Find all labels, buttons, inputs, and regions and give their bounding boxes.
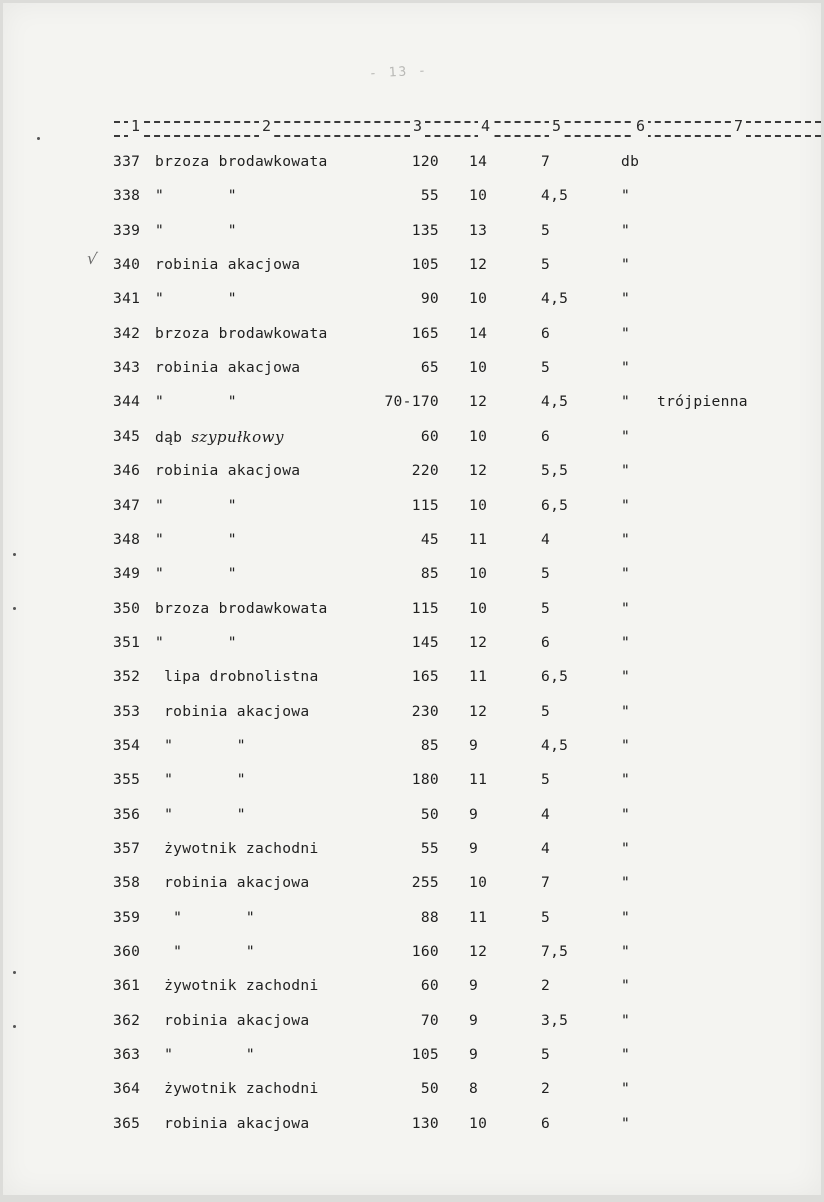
- value-col3: 120: [411, 153, 439, 170]
- row-number: 355: [113, 771, 141, 789]
- row-number: 345: [113, 427, 141, 445]
- value-col3: 85: [420, 736, 439, 754]
- table-row: [3, 385, 821, 419]
- table-row: [3, 420, 821, 454]
- value-col3: 88: [420, 908, 439, 926]
- value-col4: 11: [469, 771, 488, 789]
- value-col5: 5: [541, 599, 551, 617]
- table-row: [3, 1072, 821, 1106]
- value-col4: 12: [469, 393, 488, 411]
- value-col5: 5: [541, 908, 551, 926]
- table-row: [3, 592, 821, 626]
- value-col4: 11: [469, 530, 488, 548]
- value-col3: 165: [411, 324, 439, 342]
- value-col5: 4,5: [541, 736, 569, 754]
- row-number: 339: [113, 221, 141, 239]
- value-col3: 145: [411, 633, 439, 651]
- species-name: " ": [155, 943, 255, 961]
- value-col3: 45: [420, 530, 439, 548]
- value-col3: 160: [411, 943, 439, 961]
- species-name: robinia akacjowa: [155, 874, 310, 892]
- species-name: " ": [155, 530, 237, 548]
- column-header-2: 2: [259, 115, 274, 137]
- value-col5: 5: [541, 565, 551, 583]
- value-col3: 105: [411, 256, 439, 274]
- table-row: [3, 179, 821, 213]
- value-col4: 9: [469, 840, 479, 857]
- value-col5: 6: [541, 1114, 551, 1132]
- value-col4: 10: [469, 874, 488, 892]
- header-rule-bottom: [114, 135, 821, 137]
- species-name: robinia akacjowa: [155, 256, 301, 274]
- value-col6: ": [621, 1046, 631, 1064]
- species-name: " ": [155, 805, 246, 823]
- remarks-col7: trójpienna: [657, 393, 748, 411]
- value-col3: 105: [411, 1046, 439, 1064]
- value-col6: ": [621, 874, 631, 892]
- row-number: 363: [113, 1046, 141, 1064]
- value-col5: 6,5: [541, 496, 569, 514]
- value-col6: ": [621, 599, 631, 617]
- value-col3: 180: [411, 771, 439, 789]
- row-number: 354: [113, 736, 141, 754]
- header-rule-top: [114, 121, 821, 123]
- value-col6: ": [621, 462, 631, 480]
- row-number: 343: [113, 359, 141, 377]
- table-row: [3, 282, 821, 316]
- row-number: 340: [113, 256, 141, 274]
- value-col5: 6: [541, 427, 551, 445]
- value-col5: 5: [541, 359, 551, 377]
- species-name: " ": [155, 908, 255, 926]
- value-col4: 12: [469, 943, 488, 961]
- table-row: [3, 798, 821, 832]
- value-col6: ": [621, 633, 631, 651]
- value-col6: ": [621, 359, 631, 377]
- species-name: " ": [155, 496, 237, 514]
- value-col4: 10: [469, 1114, 488, 1132]
- value-col4: 11: [469, 908, 488, 926]
- row-number: 347: [113, 496, 141, 514]
- species-name: " ": [155, 221, 237, 239]
- value-col5: 4,5: [541, 187, 569, 205]
- row-number: 349: [113, 565, 141, 583]
- table-row: [3, 1038, 821, 1072]
- table-row: [3, 832, 821, 866]
- table-row: [3, 454, 821, 488]
- value-col5: 4: [541, 805, 551, 823]
- page-number-mark: - 13 -: [368, 63, 429, 82]
- species-name: lipa drobnolistna: [155, 668, 319, 686]
- value-col5: 2: [541, 1080, 551, 1098]
- row-number: 350: [113, 599, 141, 617]
- value-col4: 13: [469, 221, 488, 239]
- value-col5: 5,5: [541, 462, 569, 480]
- row-number: 361: [113, 977, 141, 995]
- species-name: brzoza brodawkowata: [155, 324, 328, 342]
- value-col6: ": [621, 771, 631, 789]
- value-col6: ": [621, 187, 631, 205]
- document-page: [3, 3, 821, 1195]
- value-col3: 60: [420, 977, 439, 995]
- species-name: " ": [155, 187, 237, 205]
- table-row: [3, 351, 821, 385]
- value-col6: ": [621, 565, 631, 583]
- value-col3: 70-170: [384, 393, 439, 411]
- species-name: robinia akacjowa: [155, 462, 301, 480]
- species-name: " ": [155, 1046, 255, 1064]
- value-col3: 135: [411, 221, 439, 239]
- value-col6: ": [621, 736, 631, 754]
- species-name: robinia akacjowa: [155, 702, 310, 720]
- handwritten-check-mark: √: [85, 248, 99, 269]
- table-row: [3, 763, 821, 797]
- value-col6: ": [621, 668, 631, 686]
- value-col6: ": [621, 221, 631, 239]
- value-col6: db: [621, 153, 640, 170]
- value-col6: ": [621, 290, 631, 308]
- species-name: żywotnik zachodni: [155, 977, 319, 995]
- value-col6: ": [621, 702, 631, 720]
- row-number: 338: [113, 187, 141, 205]
- column-header-6: 6: [633, 115, 648, 137]
- value-col4: 9: [469, 736, 479, 754]
- value-col3: 50: [420, 805, 439, 823]
- value-col6: ": [621, 393, 631, 411]
- table-row: [3, 317, 821, 351]
- value-col4: 9: [469, 977, 479, 995]
- value-col6: ": [621, 805, 631, 823]
- value-col5: 4: [541, 530, 551, 548]
- value-col4: 8: [469, 1080, 479, 1098]
- species-name: żywotnik zachodni: [155, 840, 319, 857]
- value-col5: 6: [541, 633, 551, 651]
- value-col4: 14: [469, 324, 488, 342]
- value-col4: 10: [469, 599, 488, 617]
- value-col6: ": [621, 1011, 631, 1029]
- value-col3: 55: [420, 840, 439, 857]
- table-row: [3, 969, 821, 1003]
- species-name: brzoza brodawkowata: [155, 153, 328, 170]
- row-number: 351: [113, 633, 141, 651]
- column-header-7: 7: [731, 115, 746, 137]
- value-col3: 115: [411, 496, 439, 514]
- margin-dot: [37, 137, 40, 140]
- row-number: 359: [113, 908, 141, 926]
- value-col4: 11: [469, 668, 488, 686]
- row-number: 344: [113, 393, 141, 411]
- table-row: [3, 1004, 821, 1038]
- value-col6: ": [621, 324, 631, 342]
- row-number: 365: [113, 1114, 141, 1132]
- table-row: [3, 557, 821, 591]
- species-name: " ": [155, 771, 246, 789]
- value-col5: 5: [541, 256, 551, 274]
- value-col6: ": [621, 256, 631, 274]
- table-row: [3, 729, 821, 763]
- value-col3: 65: [420, 359, 439, 377]
- table-row: [3, 626, 821, 660]
- value-col4: 10: [469, 187, 488, 205]
- value-col6: ": [621, 840, 631, 857]
- row-number: 357: [113, 840, 141, 857]
- row-number: 356: [113, 805, 141, 823]
- value-col5: 5: [541, 221, 551, 239]
- column-header-4: 4: [478, 115, 493, 137]
- species-name: robinia akacjowa: [155, 359, 301, 377]
- value-col4: 9: [469, 805, 479, 823]
- species-name-typed: dąb: [155, 428, 183, 446]
- value-col3: 115: [411, 599, 439, 617]
- row-number: 346: [113, 462, 141, 480]
- value-col6: ": [621, 943, 631, 961]
- value-col4: 12: [469, 256, 488, 274]
- species-name: robinia akacjowa: [155, 1011, 310, 1029]
- value-col5: 3,5: [541, 1011, 569, 1029]
- table-row: [3, 248, 821, 282]
- value-col4: 10: [469, 359, 488, 377]
- row-number: 348: [113, 530, 141, 548]
- value-col4: 10: [469, 427, 488, 445]
- value-col3: 60: [420, 427, 439, 445]
- table-row: [3, 901, 821, 935]
- table-row: [3, 145, 821, 179]
- value-col6: ": [621, 427, 631, 445]
- table-row: [3, 866, 821, 900]
- value-col3: 70: [420, 1011, 439, 1029]
- value-col5: 4,5: [541, 393, 569, 411]
- value-col4: 10: [469, 290, 488, 308]
- row-number: 353: [113, 702, 141, 720]
- value-col6: ": [621, 496, 631, 514]
- value-col6: ": [621, 530, 631, 548]
- column-header-1: 1: [128, 115, 143, 137]
- value-col3: 55: [420, 187, 439, 205]
- row-number: 358: [113, 874, 141, 892]
- value-col3: 130: [411, 1114, 439, 1132]
- value-col5: 7: [541, 153, 551, 170]
- value-col5: 6,5: [541, 668, 569, 686]
- value-col3: 165: [411, 668, 439, 686]
- row-number: 352: [113, 668, 141, 686]
- value-col5: 5: [541, 771, 551, 789]
- value-col5: 6: [541, 324, 551, 342]
- row-number: 337: [113, 153, 141, 170]
- table-row: [3, 935, 821, 969]
- value-col4: 9: [469, 1011, 479, 1029]
- species-name: " ": [155, 565, 237, 583]
- value-col4: 14: [469, 153, 488, 170]
- value-col5: 7: [541, 874, 551, 892]
- row-number: 364: [113, 1080, 141, 1098]
- value-col3: 255: [411, 874, 439, 892]
- column-header-3: 3: [410, 115, 425, 137]
- species-name: " ": [155, 736, 246, 754]
- value-col3: 85: [420, 565, 439, 583]
- value-col5: 4,5: [541, 290, 569, 308]
- value-col5: 5: [541, 702, 551, 720]
- species-name-handwritten: szypułkowy: [191, 427, 284, 446]
- value-col6: ": [621, 977, 631, 995]
- value-col5: 7,5: [541, 943, 569, 961]
- row-number: 341: [113, 290, 141, 308]
- value-col3: 220: [411, 462, 439, 480]
- table-row: [3, 1107, 821, 1141]
- table-row: [3, 523, 821, 557]
- table-row: [3, 489, 821, 523]
- species-name: " ": [155, 393, 237, 411]
- value-col5: 4: [541, 840, 551, 857]
- value-col3: 50: [420, 1080, 439, 1098]
- species-name: [155, 420, 284, 455]
- species-name: żywotnik zachodni: [155, 1080, 319, 1098]
- value-col4: 10: [469, 496, 488, 514]
- table-row: [3, 695, 821, 729]
- value-col6: ": [621, 1114, 631, 1132]
- species-name: " ": [155, 633, 237, 651]
- value-col4: 12: [469, 462, 488, 480]
- row-number: 342: [113, 324, 141, 342]
- value-col4: 9: [469, 1046, 479, 1064]
- value-col5: 2: [541, 977, 551, 995]
- species-name: robinia akacjowa: [155, 1114, 310, 1132]
- table-row: [3, 214, 821, 248]
- row-number: 362: [113, 1011, 141, 1029]
- value-col6: ": [621, 908, 631, 926]
- species-name: " ": [155, 290, 237, 308]
- table-row: [3, 660, 821, 694]
- value-col3: 90: [420, 290, 439, 308]
- column-header-5: 5: [549, 115, 564, 137]
- species-name: brzoza brodawkowata: [155, 599, 328, 617]
- value-col3: 230: [411, 702, 439, 720]
- value-col4: 12: [469, 633, 488, 651]
- value-col6: ": [621, 1080, 631, 1098]
- value-col4: 10: [469, 565, 488, 583]
- row-number: 360: [113, 943, 141, 961]
- value-col4: 12: [469, 702, 488, 720]
- value-col5: 5: [541, 1046, 551, 1064]
